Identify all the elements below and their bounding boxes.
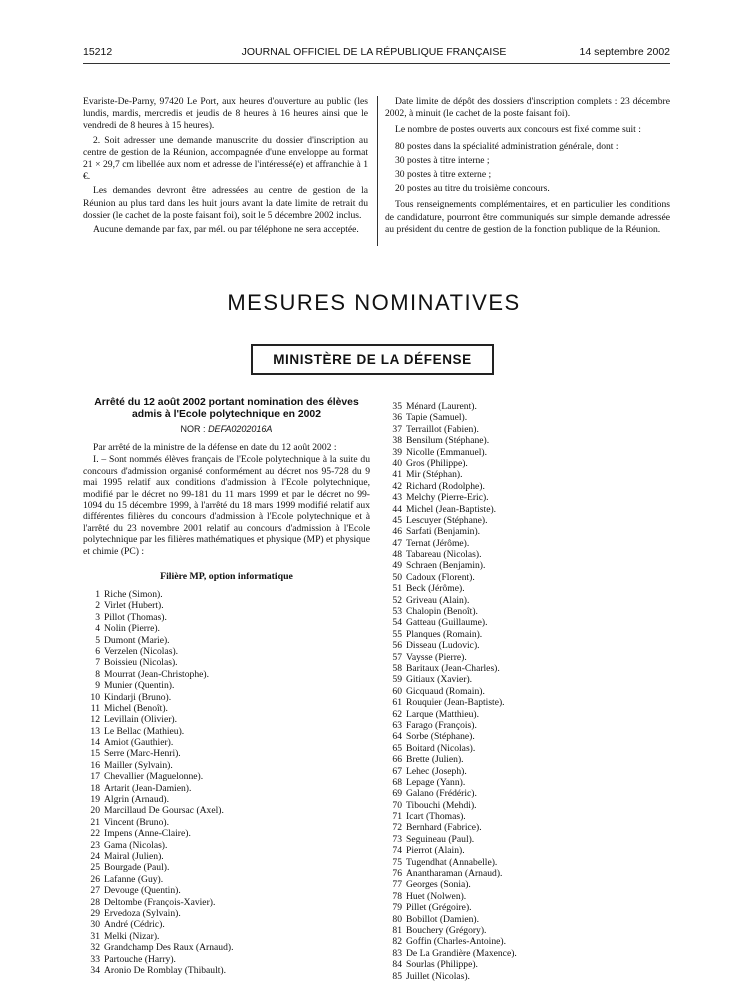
list-item-number: 35: [392, 401, 402, 412]
list-item-name: Galano (Frédéric).: [406, 788, 477, 800]
list-item-name: Aronio De Romblay (Thibault).: [104, 964, 227, 976]
list-item: [385, 971, 517, 982]
section-title: MESURES NOMINATIVES: [227, 290, 521, 315]
list-item-name: Gatteau (Guillaume).: [406, 617, 488, 629]
list-item-number: 72: [392, 822, 402, 834]
list-item-number: 12: [90, 714, 100, 726]
list-item: [83, 942, 233, 953]
list-item: [385, 743, 517, 754]
list-item: [385, 560, 517, 571]
list-item-name: Amiot (Gauthier).: [104, 737, 174, 749]
list-item-number: 8: [95, 668, 100, 680]
names-list-right: [385, 401, 517, 982]
list-item-name: Mourrat (Jean-Christophe).: [104, 668, 209, 680]
list-item: [385, 504, 517, 515]
list-item-number: 56: [392, 640, 402, 652]
list-item-name: Gama (Nicolas).: [104, 839, 168, 851]
list-item: [385, 492, 517, 503]
list-item-name: Gitiaux (Xavier).: [406, 674, 473, 686]
filiere-heading: Filière MP, option informatique: [160, 571, 293, 582]
list-item: [83, 623, 233, 634]
list-item-number: 57: [392, 651, 402, 663]
list-item: [385, 595, 517, 606]
list-item: [83, 771, 233, 782]
list-item-name: Bouchery (Grégory).: [406, 924, 487, 936]
list-item: [385, 914, 517, 925]
list-item-name: Impens (Anne-Claire).: [104, 828, 191, 840]
list-item-name: Pillot (Thomas).: [104, 611, 167, 623]
paragraph: Evariste-De-Parny, 97420 Le Port, aux heures d'ouverture au public (les lundis, mardis, mercredis et jeudis de 8 heures à 16 heures ainsi que le vendredi de 8 heures à 15 heures).: [83, 96, 368, 132]
list-item-number: 7: [95, 657, 100, 669]
list-item-number: 26: [90, 873, 100, 885]
list-item: [385, 709, 517, 720]
list-item-name: Deltombe (François-Xavier).: [104, 896, 216, 908]
list-item-name: Boissieu (Nicolas).: [104, 657, 178, 669]
list-item-name: Verzelen (Nicolas).: [104, 645, 179, 657]
list-item: [385, 845, 517, 856]
list-item-number: 14: [90, 737, 100, 749]
list-item: [385, 788, 517, 799]
list-item: [83, 612, 233, 623]
list-item: [385, 868, 517, 879]
list-item-name: Tibouchi (Mehdi).: [406, 799, 477, 811]
list-item-name: Bourgade (Paul).: [104, 862, 170, 874]
list-item-name: Mir (Stéphan).: [406, 469, 463, 481]
page-number: 15212: [83, 46, 113, 58]
list-item-name: Levillain (Olivier).: [104, 714, 177, 726]
list-item: [83, 908, 233, 919]
list-item-number: 43: [392, 492, 402, 504]
list-item: [385, 777, 517, 788]
nor-reference: [83, 424, 370, 434]
list-item-name: Georges (Sonia).: [406, 879, 471, 891]
list-item: [83, 726, 233, 737]
list-item: [83, 805, 233, 816]
list-item-number: 77: [392, 879, 402, 891]
list-item-name: Richard (Rodolphe).: [406, 480, 485, 492]
list-item: [83, 885, 233, 896]
list-item-name: Marcillaud De Goursac (Axel).: [104, 805, 224, 817]
list-item-number: 45: [392, 514, 402, 526]
list-item-number: 20: [90, 805, 100, 817]
list-item: [385, 857, 517, 868]
paragraph: Par arrêté de la ministre de la défense en date du 12 août 2002 :: [93, 442, 337, 453]
list-item: [83, 646, 233, 657]
list-item-name: Devouge (Quentin).: [104, 885, 181, 897]
list-item-number: 48: [392, 549, 402, 561]
list-item: [385, 663, 517, 674]
list-item-number: 59: [392, 674, 402, 686]
list-item: [83, 919, 233, 930]
list-item-number: 18: [90, 782, 100, 794]
list-item-name: Larque (Matthieu).: [406, 708, 479, 720]
list-item-number: 32: [90, 942, 100, 954]
list-item-number: 55: [392, 628, 402, 640]
list-item-name: Vaysse (Pierre).: [406, 651, 467, 663]
list-item-number: 28: [90, 896, 100, 908]
list-item-name: Munier (Quentin).: [104, 680, 175, 692]
list-item-name: Chalopin (Benoît).: [406, 606, 478, 618]
list-item: [83, 794, 233, 805]
list-item-number: 22: [90, 828, 100, 840]
list-item: [83, 965, 233, 976]
list-item: [385, 731, 517, 742]
list-item-name: Sarfati (Benjamin).: [406, 526, 481, 538]
list-item-name: Ervedoza (Sylvain).: [104, 907, 181, 919]
list-item: [83, 737, 233, 748]
list-item-name: Sourlas (Philippe).: [406, 959, 478, 971]
list-item: [385, 652, 517, 663]
list-item-name: Mairal (Julien).: [104, 850, 164, 862]
nor-code: DEFA0202016A: [208, 424, 273, 434]
list-item-number: 52: [392, 594, 402, 606]
list-item-number: 9: [95, 680, 100, 692]
list-item: [385, 412, 517, 423]
names-list-left: [83, 589, 233, 976]
list-item: [83, 760, 233, 771]
list-item: [83, 657, 233, 668]
list-item: [385, 526, 517, 537]
list-item: [385, 435, 517, 446]
list-item: [83, 783, 233, 794]
list-item-name: Le Bellac (Mathieu).: [104, 725, 185, 737]
list-item-name: Gicquaud (Romain).: [406, 685, 485, 697]
list-item-number: 17: [90, 771, 100, 783]
list-item-name: Virlet (Hubert).: [104, 600, 164, 612]
list-item-number: 76: [392, 868, 402, 880]
list-item-number: 15: [90, 748, 100, 760]
list-item-name: Serre (Marc-Henri).: [104, 748, 181, 760]
list-item: [385, 800, 517, 811]
list-item-name: Tabareau (Nicolas).: [406, 549, 482, 561]
list-item-number: 1: [95, 589, 100, 600]
list-item-name: Ternat (Jérôme).: [406, 537, 470, 549]
list-item-name: Bernhard (Fabrice).: [406, 822, 482, 834]
list-item: [385, 606, 517, 617]
list-item-name: Melchy (Pierre-Eric).: [406, 492, 489, 504]
list-item-number: 69: [392, 788, 402, 800]
list-item-name: Goffin (Charles-Antoine).: [406, 936, 506, 948]
list-item-name: Riche (Simon).: [104, 589, 163, 600]
list-item-number: 19: [90, 794, 100, 806]
list-item: [385, 424, 517, 435]
list-item: [83, 635, 233, 646]
paragraph: 20 postes au titre du troisième concours.: [395, 183, 550, 195]
list-item-number: 66: [392, 754, 402, 766]
list-item-number: 84: [392, 959, 402, 971]
list-item: [83, 828, 233, 839]
list-item-name: Griveau (Alain).: [406, 594, 470, 606]
list-item: [83, 748, 233, 759]
list-item: [385, 583, 517, 594]
list-item-name: Terraillot (Fabien).: [406, 423, 479, 435]
list-item-number: 21: [90, 816, 100, 828]
list-item: [83, 703, 233, 714]
journal-title: JOURNAL OFFICIEL DE LA RÉPUBLIQUE FRANÇAISE: [241, 46, 507, 58]
list-item-number: 11: [90, 702, 100, 714]
list-item-name: Nicolle (Emmanuel).: [406, 446, 487, 458]
list-item-number: 16: [90, 759, 100, 771]
list-item-name: Farago (François).: [406, 719, 477, 731]
list-item-name: Brette (Julien).: [406, 754, 464, 766]
list-item-name: Michel (Jean-Baptiste).: [406, 503, 497, 515]
list-item-name: Anantharaman (Arnaud).: [406, 868, 503, 880]
list-item-number: 82: [392, 936, 402, 948]
column-divider: [377, 96, 378, 246]
list-item: [385, 686, 517, 697]
list-item-name: Juillet (Nicolas).: [406, 970, 470, 982]
list-item-name: Huet (Nolwen).: [406, 890, 467, 902]
list-item: [385, 538, 517, 549]
paragraph: 2. Soit adresser une demande manuscrite du dossier d'inscription au centre de gestion de la Réunion, accompagnée d'une enveloppe au format 21 × 29,7 cm libellée aux nom et adresse de l'intéressé(e) et affranchie à 1 €.: [83, 134, 368, 183]
list-item-number: 24: [90, 850, 100, 862]
arrete-title: Arrêté du 12 août 2002 portant nomination des élèves admis à l'Ecole polytechnique en 2002: [94, 397, 359, 420]
list-item-name: Disseau (Ludovic).: [406, 640, 480, 652]
list-item-name: Michel (Benoît).: [104, 702, 168, 714]
list-item-number: 70: [392, 799, 402, 811]
list-item-name: Tugendhat (Annabelle).: [406, 856, 498, 868]
list-item-name: Melki (Nizar).: [104, 930, 160, 942]
list-item-name: Baritaux (Jean-Charles).: [406, 662, 500, 674]
list-item-number: 36: [392, 412, 402, 424]
list-item-name: Sorbe (Stéphane).: [406, 731, 475, 743]
list-item: [83, 897, 233, 908]
list-item-number: 54: [392, 617, 402, 629]
list-item: [83, 851, 233, 862]
list-item-number: 4: [95, 623, 100, 635]
list-item-number: 79: [392, 902, 402, 914]
list-item-name: Ménard (Laurent).: [406, 401, 477, 412]
list-item: [385, 629, 517, 640]
list-item-number: 58: [392, 662, 402, 674]
list-item-name: Lepage (Yann).: [406, 776, 466, 788]
list-item-number: 50: [392, 571, 402, 583]
list-item: [83, 680, 233, 691]
list-item: [83, 589, 233, 600]
list-item-name: Algrin (Arnaud).: [104, 794, 170, 806]
list-item-name: Lehec (Joseph).: [406, 765, 467, 777]
list-item: [385, 640, 517, 651]
paragraph: Date limite de dépôt des dossiers d'inscription complets : 23 décembre 2002, à minuit (le cachet de la poste faisant foi).: [385, 96, 670, 120]
list-item-name: Lescuyer (Stéphane).: [406, 514, 488, 526]
list-item-number: 85: [392, 970, 402, 982]
list-item-number: 63: [392, 719, 402, 731]
list-item: [385, 401, 517, 412]
list-item-name: André (Cédric).: [104, 919, 165, 931]
list-item: [385, 766, 517, 777]
list-item: [83, 874, 233, 885]
list-item-name: Beck (Jérôme).: [406, 583, 465, 595]
list-item-name: Seguineau (Paul).: [406, 833, 475, 845]
list-item-name: De La Grandière (Maxence).: [406, 947, 517, 959]
list-item: [83, 600, 233, 611]
issue-date: 14 septembre 2002: [579, 46, 670, 58]
paragraph: Aucune demande par fax, par mél. ou par téléphone ne sera acceptée.: [93, 224, 359, 236]
list-item: [385, 469, 517, 480]
list-item-name: Cadoux (Florent).: [406, 571, 475, 583]
list-item-name: Tapie (Samuel).: [406, 412, 468, 424]
list-item-number: 39: [392, 446, 402, 458]
list-item: [83, 692, 233, 703]
list-item: [385, 959, 517, 970]
list-item-number: 6: [95, 645, 100, 657]
list-item-number: 40: [392, 457, 402, 469]
list-item-number: 47: [392, 537, 402, 549]
list-item: [83, 862, 233, 873]
list-item-number: 53: [392, 606, 402, 618]
list-item-name: Nolin (Pierre).: [104, 623, 160, 635]
list-item-name: Grandchamp Des Raux (Arnaud).: [104, 942, 234, 954]
list-item-name: Rouquier (Jean-Baptiste).: [406, 697, 505, 709]
list-item-name: Kindarji (Bruno).: [104, 691, 172, 703]
list-item-name: Boitard (Nicolas).: [406, 742, 476, 754]
list-item-number: 41: [392, 469, 402, 481]
paragraph: 80 postes dans la spécialité administration générale, dont :: [395, 140, 619, 152]
list-item-name: Icart (Thomas).: [406, 811, 466, 823]
list-item-number: 5: [95, 634, 100, 646]
list-item-number: 80: [392, 913, 402, 925]
list-item-number: 3: [95, 611, 100, 623]
list-item-number: 61: [392, 697, 402, 709]
list-item: [83, 954, 233, 965]
list-item: [83, 817, 233, 828]
list-item-name: Artarit (Jean-Damien).: [104, 782, 192, 794]
list-item-number: 34: [90, 964, 100, 976]
list-item-number: 60: [392, 685, 402, 697]
arrete-body: [83, 442, 370, 558]
list-item-name: Mailler (Sylvain).: [104, 759, 173, 771]
list-item-number: 2: [95, 600, 100, 612]
list-item-number: 31: [90, 930, 100, 942]
list-item: [385, 948, 517, 959]
list-item: [83, 931, 233, 942]
list-item-name: Bobillot (Damien).: [406, 913, 480, 925]
list-item-name: Gros (Philippe).: [406, 457, 468, 469]
list-item-number: 81: [392, 924, 402, 936]
list-item-number: 13: [90, 725, 100, 737]
paragraph: I. – Sont nommés élèves français de l'Ecole polytechnique à la suite du concours d'admission organisé conformément au décret nos 95-728 du 9 mai 1995 relatif aux conditions d'admission à l'Ecole polytechnique, modifié par le décret no 99-181 du 11 mars 1999 et par le décret no 99-1094 du 15 décembre 1999, à l'arrêté du 18 mars 1999 modifié relatif aux différentes filières du concours d'admission à l'Ecole polytechnique et à l'arrêté du 23 novembre 2001 relatif au concours d'admission à l'Ecole polytechnique par les filières mathématiques et physique (MP) et physique et chimie (PC) :: [83, 454, 370, 557]
ministry-box: MINISTÈRE DE LA DÉFENSE: [251, 344, 494, 375]
list-item-number: 33: [90, 953, 100, 965]
paragraph: Tous renseignements complémentaires, et en particulier les conditions de candidature, pourront être communiqués sur simple demande adressée au président du centre de gestion de la fonction publique de la Réunion.: [385, 199, 670, 235]
list-item-number: 10: [90, 691, 100, 703]
list-item: [385, 674, 517, 685]
list-item-number: 46: [392, 526, 402, 538]
list-item-name: Schraen (Benjamin).: [406, 560, 486, 572]
list-item: [385, 925, 517, 936]
list-item-number: 65: [392, 742, 402, 754]
paragraph: Les demandes devront être adressées au centre de gestion de la Réunion au plus tard dans les huit jours avant la date limite de retrait du dossier (le cachet de la poste faisant foi), soit le 5 décembre 2002 inclus.: [83, 185, 368, 221]
list-item-name: Bensilum (Stéphane).: [406, 435, 490, 447]
list-item-name: Chevallier (Maguelonne).: [104, 771, 204, 783]
list-item-number: 27: [90, 885, 100, 897]
list-item-number: 38: [392, 435, 402, 447]
paragraph: Le nombre de postes ouverts aux concours est fixé comme suit :: [395, 124, 641, 136]
list-item: [385, 617, 517, 628]
list-item: [385, 822, 517, 833]
list-item-number: 30: [90, 919, 100, 931]
list-item-name: Dumont (Marie).: [104, 634, 170, 646]
list-item-number: 51: [392, 583, 402, 595]
list-item: [385, 481, 517, 492]
list-item: [83, 840, 233, 851]
list-item-number: 25: [90, 862, 100, 874]
list-item-number: 49: [392, 560, 402, 572]
list-item-name: Partouche (Harry).: [104, 953, 176, 965]
list-item: [385, 902, 517, 913]
nor-label: NOR :: [180, 424, 206, 434]
list-item-name: Pillet (Grégoire).: [406, 902, 472, 914]
list-item: [83, 714, 233, 725]
list-item: [385, 720, 517, 731]
list-item: [385, 549, 517, 560]
list-item-number: 42: [392, 480, 402, 492]
list-item: [385, 936, 517, 947]
list-item-number: 78: [392, 890, 402, 902]
list-item: [385, 447, 517, 458]
paragraph: 30 postes à titre interne ;: [395, 154, 490, 166]
list-item-number: 83: [392, 947, 402, 959]
list-item: [385, 458, 517, 469]
list-item-number: 73: [392, 833, 402, 845]
list-item-number: 67: [392, 765, 402, 777]
list-item-number: 68: [392, 776, 402, 788]
list-item-name: Vincent (Bruno).: [104, 816, 169, 828]
list-item: [83, 669, 233, 680]
list-item-number: 64: [392, 731, 402, 743]
list-item: [385, 697, 517, 708]
list-item-number: 75: [392, 856, 402, 868]
list-item-number: 37: [392, 423, 402, 435]
top-left-column: [83, 96, 368, 238]
list-item: [385, 515, 517, 526]
paragraph: 30 postes à titre externe ;: [395, 169, 492, 181]
list-item-number: 29: [90, 907, 100, 919]
list-item: [385, 811, 517, 822]
list-item-name: Pierrot (Alain).: [406, 845, 465, 857]
list-item-number: 74: [392, 845, 402, 857]
list-item: [385, 572, 517, 583]
list-item-number: 44: [392, 503, 402, 515]
list-item-name: Planques (Romain).: [406, 628, 483, 640]
list-item-number: 71: [392, 811, 402, 823]
top-right-column: [385, 96, 670, 238]
list-item: [385, 891, 517, 902]
list-item-number: 23: [90, 839, 100, 851]
list-item-name: Lafanne (Guy).: [104, 873, 164, 885]
list-item: [385, 754, 517, 765]
list-item-number: 62: [392, 708, 402, 720]
list-item: [385, 879, 517, 890]
header-rule: [83, 63, 670, 64]
list-item: [385, 834, 517, 845]
